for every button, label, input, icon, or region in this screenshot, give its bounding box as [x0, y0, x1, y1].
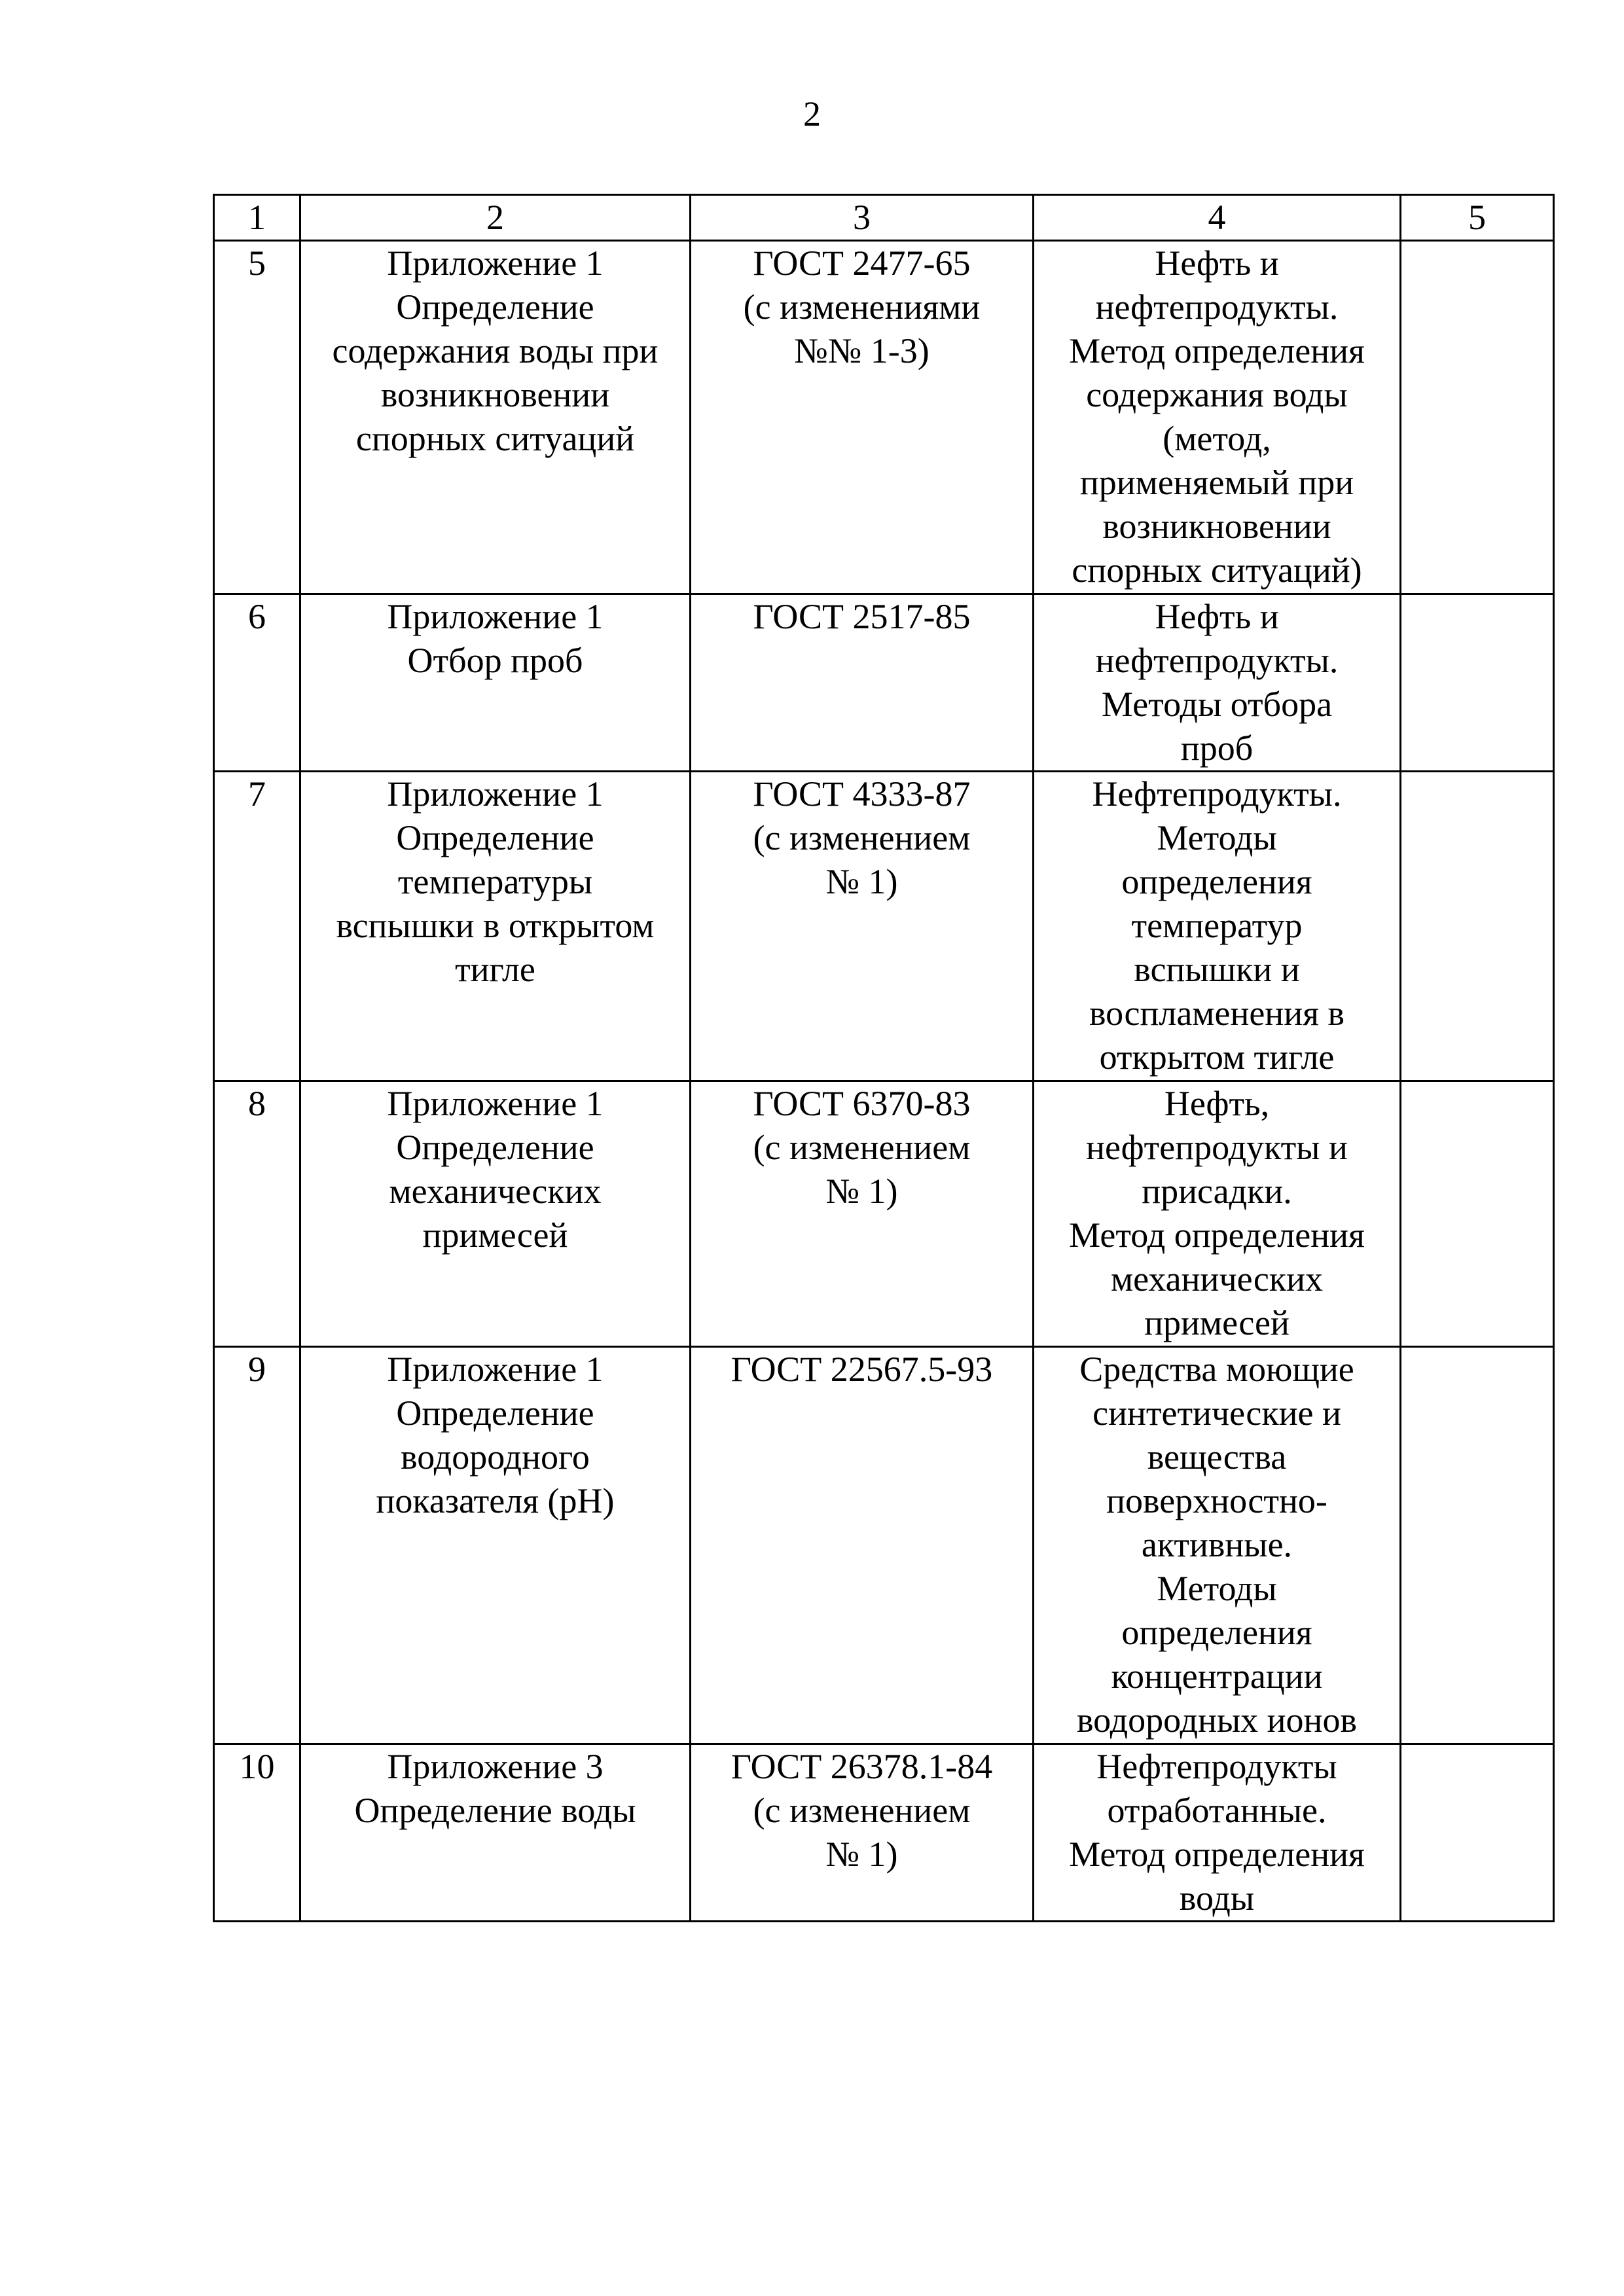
standard-cell: ГОСТ 2477-65 (с изменениями №№ 1-3) — [691, 241, 1034, 594]
header-cell-4: 4 — [1034, 195, 1401, 241]
table-row — [214, 1081, 1554, 1347]
row-number-cell: 8 — [214, 1081, 300, 1347]
note-cell — [1401, 1347, 1554, 1744]
header-cell-2: 2 — [300, 195, 691, 241]
page-number: 2 — [803, 94, 821, 134]
standard-title-cell: Средства моющие синтетические и вещества поверхностно- активные. Методы определения концентрации водородных ионов — [1034, 1347, 1401, 1744]
header-cell-1: 1 — [214, 195, 300, 241]
standard-cell: ГОСТ 4333-87 (с изменением № 1) — [691, 772, 1034, 1081]
note-cell — [1401, 594, 1554, 772]
table-row — [214, 594, 1554, 772]
standard-title-cell: Нефть и нефтепродукты. Методы отбора проб — [1034, 594, 1401, 772]
note-cell — [1401, 1081, 1554, 1347]
header-cell-3: 3 — [691, 195, 1034, 241]
table-header-row — [214, 195, 1554, 241]
standards-table — [213, 194, 1555, 1922]
section-cell: Приложение 1 Определение содержания воды при возникновении спорных ситуаций — [300, 241, 691, 594]
header-cell-5: 5 — [1401, 195, 1554, 241]
row-number-cell: 7 — [214, 772, 300, 1081]
row-number-cell: 6 — [214, 594, 300, 772]
row-number-cell: 5 — [214, 241, 300, 594]
standard-title-cell: Нефтепродукты отработанные. Метод определения воды — [1034, 1744, 1401, 1922]
standard-title-cell: Нефтепродукты. Методы определения температур вспышки и воспламенения в открытом тигле — [1034, 772, 1401, 1081]
note-cell — [1401, 772, 1554, 1081]
standard-cell: ГОСТ 6370-83 (с изменением № 1) — [691, 1081, 1034, 1347]
table-row — [214, 241, 1554, 594]
section-cell: Приложение 1 Определение механических примесей — [300, 1081, 691, 1347]
table-row — [214, 1347, 1554, 1744]
note-cell — [1401, 1744, 1554, 1922]
standard-cell: ГОСТ 2517-85 — [691, 594, 1034, 772]
table-row — [214, 1744, 1554, 1922]
section-cell: Приложение 1 Определение водородного показателя (pH) — [300, 1347, 691, 1744]
table-row — [214, 772, 1554, 1081]
standard-cell: ГОСТ 26378.1-84 (с изменением № 1) — [691, 1744, 1034, 1922]
note-cell — [1401, 241, 1554, 594]
row-number-cell: 10 — [214, 1744, 300, 1922]
section-cell: Приложение 1 Отбор проб — [300, 594, 691, 772]
standard-title-cell: Нефть и нефтепродукты. Метод определения содержания воды (метод, применяемый при возникновении спорных ситуаций) — [1034, 241, 1401, 594]
section-cell: Приложение 3 Определение воды — [300, 1744, 691, 1922]
standard-cell: ГОСТ 22567.5-93 — [691, 1347, 1034, 1744]
standard-title-cell: Нефть, нефтепродукты и присадки. Метод определения механических примесей — [1034, 1081, 1401, 1347]
row-number-cell: 9 — [214, 1347, 300, 1744]
section-cell: Приложение 1 Определение температуры вспышки в открытом тигле — [300, 772, 691, 1081]
